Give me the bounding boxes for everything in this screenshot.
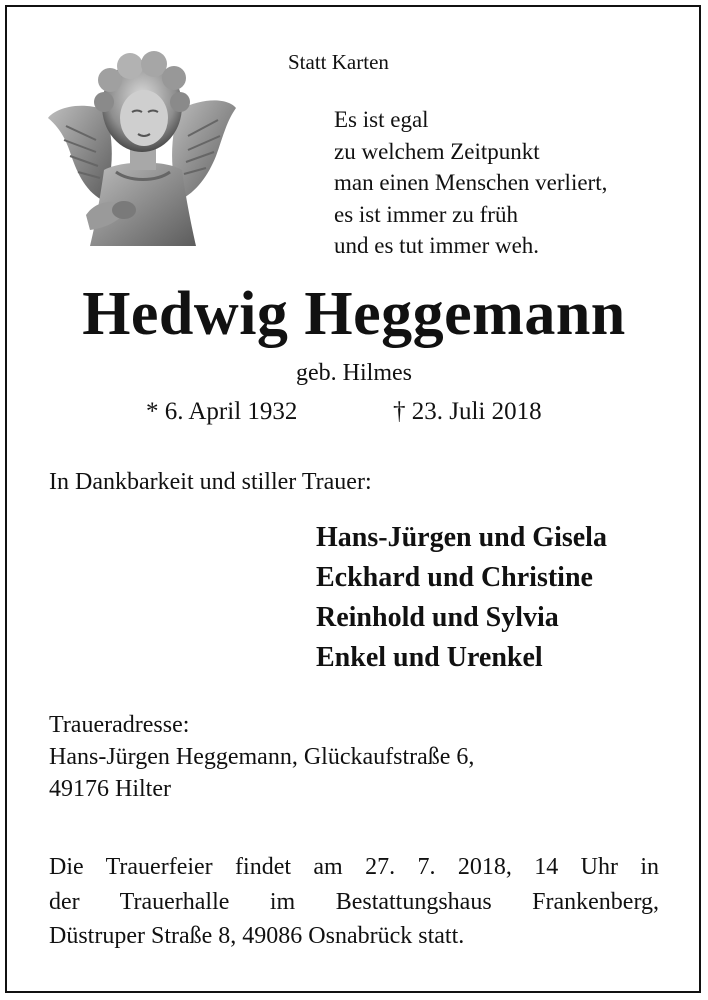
address-label: Traueradresse:	[49, 712, 190, 738]
poem-line: es ist immer zu früh	[334, 201, 518, 227]
poem-line: man einen Menschen verliert,	[334, 170, 608, 195]
thanks-line: In Dankbarkeit und stiller Trauer:	[49, 469, 372, 495]
maiden-name: geb. Hilmes	[296, 360, 412, 386]
address-line: 49176 Hilter	[49, 776, 171, 802]
mourner-name: Reinhold und Sylvia	[316, 602, 559, 633]
ceremony-info	[49, 850, 659, 954]
poem	[334, 104, 607, 262]
ceremony-line: der Trauerhalle im Bestattungshaus Frankenberg,	[49, 888, 659, 915]
ceremony-line: Düstruper Straße 8, 49086 Osnabrück statt.	[49, 923, 465, 949]
angel-statue-image	[46, 40, 238, 246]
mourner-name: Enkel und Urenkel	[316, 642, 543, 673]
birth-date: * 6. April 1932	[146, 398, 298, 425]
mourning-address	[49, 709, 474, 805]
address-line: Hans-Jürgen Heggemann, Glückaufstraße 6,	[49, 744, 475, 770]
mourners-list	[316, 518, 607, 678]
poem-line: und es tut immer weh.	[334, 233, 540, 258]
poem-line: zu welchem Zeitpunkt	[334, 138, 540, 164]
statt-karten-text: Statt Karten	[288, 50, 389, 74]
poem-line: Es ist egal	[334, 107, 429, 132]
deceased-name: Hedwig Heggemann	[82, 280, 626, 348]
ceremony-line: Die Trauerfeier findet am 27. 7. 2018, 14 Uhr in	[49, 854, 659, 880]
mourner-name: Eckhard und Christine	[316, 562, 593, 593]
mourner-name: Hans-Jürgen und Gisela	[316, 522, 607, 553]
death-date: † 23. Juli 2018	[393, 398, 542, 425]
